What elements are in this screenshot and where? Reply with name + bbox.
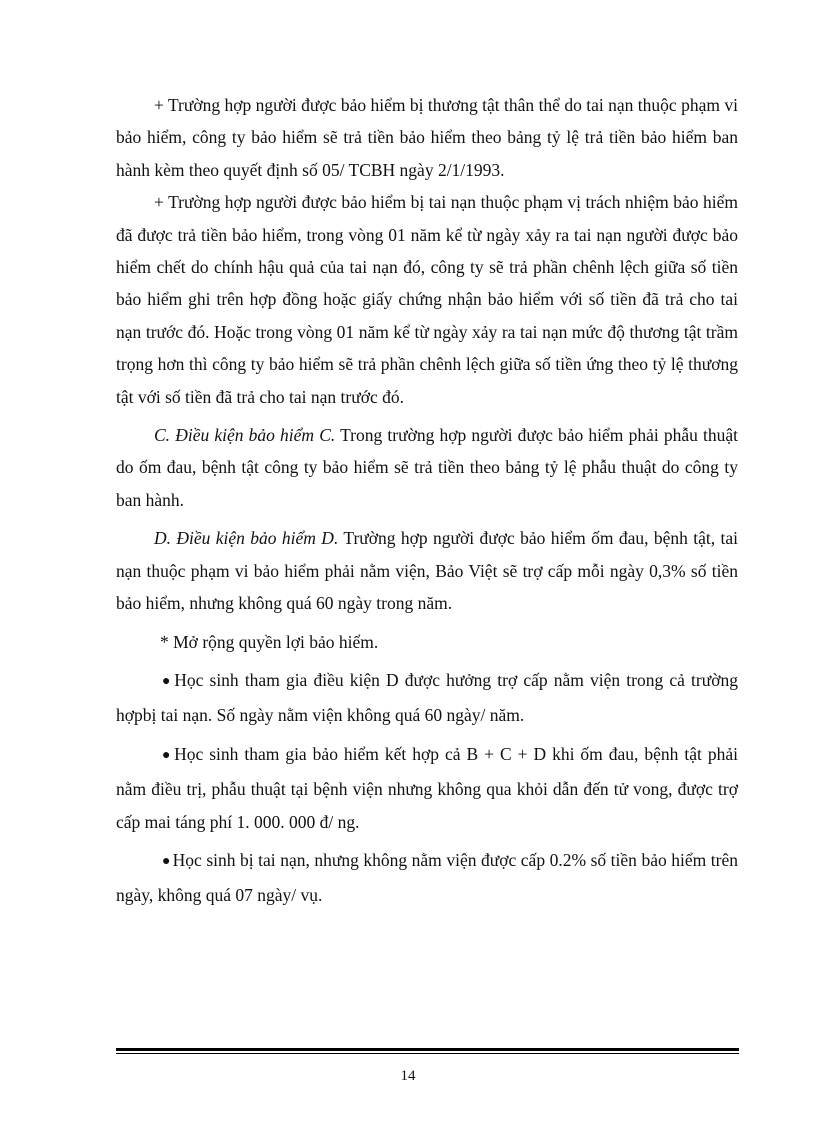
- bullet-item-hospital: [116, 664, 738, 732]
- footer-divider-thin: [116, 1053, 739, 1054]
- bullet-text-funeral: Học sinh tham gia bảo hiểm kết hợp cả B + C + D khi ốm đau, bệnh tật phải nằm điều trị, phẫu thuật tại bệnh viện nhưng không qua khỏi dẫn đến tử vong, được trợ cấp mai táng phí 1. 000. 000 đ/ ng.: [116, 743, 738, 832]
- bullet-item-funeral: [116, 738, 738, 838]
- bullet-item-outpatient: [116, 844, 738, 912]
- bullet-icon: ●: [162, 673, 173, 689]
- bullet-text-outpatient: Học sinh bị tai nạn, nhưng không nằm viện được cấp 0.2% số tiền bảo hiểm trên ngày, không quá 07 ngày/ vụ.: [116, 849, 738, 906]
- document-body: [116, 89, 738, 912]
- paragraph-death-difference: + Trường hợp người được bảo hiểm bị tai nạn thuộc phạm vị trách nhiệm bảo hiểm đã được trả tiền bảo hiểm, trong vòng 01 năm kể từ ngày xảy ra tai nạn người được bảo hiểm chết do chính hậu quả của tai nạn đó, công ty sẽ trả phần chênh lệch giữa số tiền bảo hiểm ghi trên hợp đồng hoặc giấy chứng nhận bảo hiểm với số tiền đã trả cho tai nạn trước đó. Hoặc trong vòng 01 năm kể từ ngày xảy ra tai nạn mức độ thương tật trầm trọng hơn thì công ty bảo hiểm sẽ trả phần chênh lệch giữa số tiền ứng theo tỷ lệ thương tật với số tiền đã trả cho tai nạn trước đó.: [116, 192, 738, 407]
- bullet-text-hospital: Học sinh tham gia điều kiện D được hưởng trợ cấp nằm viện trong cả trường hợpbị tai nạn. Số ngày nằm viện không quá 60 ngày/ năm.: [116, 669, 738, 726]
- paragraph-condition-c: [116, 419, 738, 516]
- condition-c-heading: C. Điều kiện bảo hiểm C.: [154, 425, 336, 446]
- paragraph-extended-benefits: * Mở rộng quyền lợi bảo hiểm.: [160, 631, 379, 652]
- paragraph-injury-payment: + Trường hợp người được bảo hiểm bị thương tật thân thể do tai nạn thuộc phạm vi bảo hiểm, công ty bảo hiểm sẽ trả tiền bảo hiểm theo bảng tỷ lệ trả tiền bảo hiểm ban hành kèm theo quyết định số 05/ TCBH ngày 2/1/1993.: [116, 95, 738, 180]
- footer-divider-thick: [116, 1048, 739, 1051]
- bullet-icon: ●: [162, 747, 173, 763]
- condition-d-body: Trường hợp người được bảo hiểm ốm đau, bệnh tật, tai nạn thuộc phạm vi bảo hiểm phải nằm viện, Bảo Việt sẽ trợ cấp mỗi ngày 0,3% số tiền bảo hiểm, nhưng không quá 60 ngày trong năm.: [116, 528, 738, 614]
- page-number: 14: [400, 1068, 416, 1084]
- bullet-icon: ●: [162, 853, 171, 869]
- condition-d-heading: D. Điều kiện bảo hiểm D.: [154, 528, 339, 549]
- paragraph-condition-d: [116, 522, 738, 619]
- condition-c-body: Trong trường hợp người được bảo hiểm phải phẫu thuật do ốm đau, bệnh tật công ty bảo hiểm sẽ trả tiền theo bảng tỷ lệ phẫu thuật do công ty ban hành.: [116, 425, 738, 510]
